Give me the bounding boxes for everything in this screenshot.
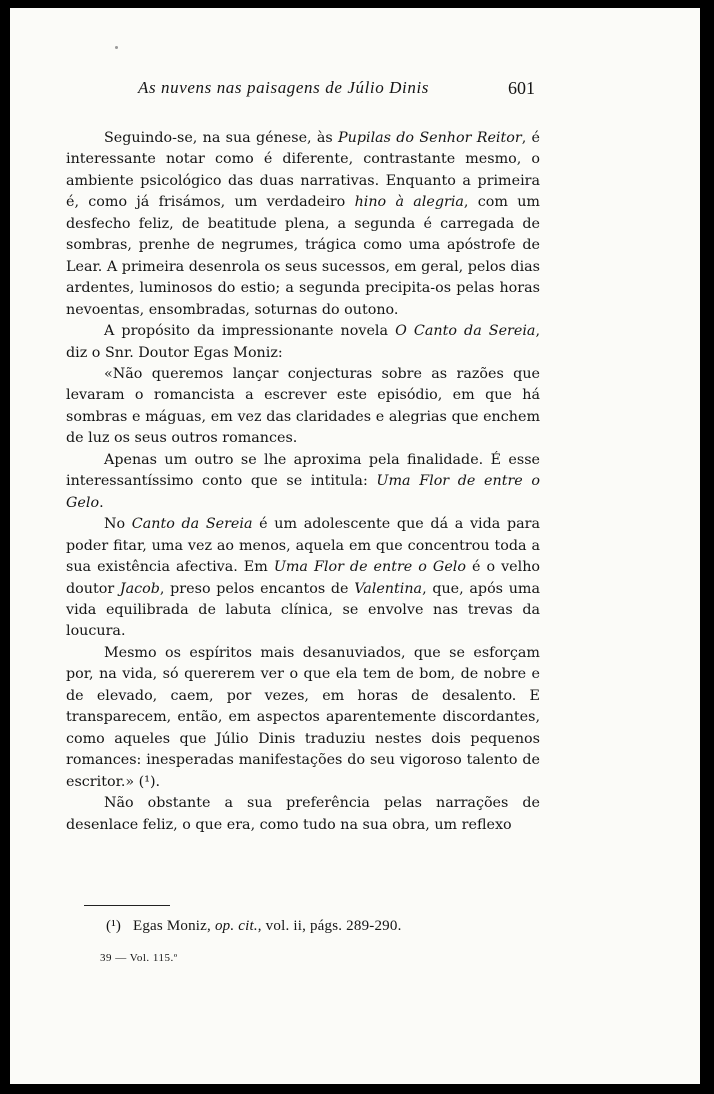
text-run: A propósito da impressionante novela bbox=[104, 323, 396, 340]
book-title: Uma Flor de entre o Gelo bbox=[66, 473, 541, 511]
footnote-rule bbox=[84, 905, 170, 906]
footnote-opcit: op. cit. bbox=[214, 918, 258, 934]
character-name: Jacob bbox=[119, 580, 160, 597]
text-run: , que, após uma vida equilibrada de labuta clínica, se envolve nas trevas da loucura. bbox=[66, 580, 541, 640]
paragraph-1 bbox=[66, 128, 540, 321]
character-name: Valentina bbox=[354, 580, 423, 597]
book-title: Canto da Sereia bbox=[131, 516, 253, 533]
printer-signature: 39 — Vol. 115.º bbox=[100, 952, 178, 964]
paragraph-3: «Não queremos lançar conjecturas sobre as razões que levaram o romancista a escrever este episódio, em que há sombras e máguas, em vez das claridades e alegrias que enchem de luz os seus outros romances. bbox=[66, 365, 540, 447]
footnote-author: Egas Moniz, bbox=[132, 918, 215, 934]
paragraph-5 bbox=[66, 514, 540, 643]
text-run: , é interessante notar como é diferente, contrastante mesmo, o ambiente psicológico das duas narrativas. Enquanto a primeira é, como já frisámos, um verdadeiro bbox=[66, 130, 540, 211]
book-title: Pupilas do Senhor Reitor bbox=[338, 130, 522, 146]
paragraph-4 bbox=[66, 450, 540, 514]
page-number: 601 bbox=[508, 78, 535, 98]
paragraph-6: Mesmo os espíritos mais desanuviados, que se esforçam por, na vida, só quererem ver o que ela tem de bom, de nobre e de elevado, caem, por vezes, em horas de desalento. E transparecem, então, em aspectos aparentemente discordantes, como aqueles que Júlio Dinis traduziu nestes dois pequenos romances: inesperadas manifestações do seu vigoroso talento de escritor.» (¹). bbox=[66, 644, 540, 790]
text-run: Apenas um outro se lhe aproxima pela finalidade. É esse interessantíssimo conto que se intitula: bbox=[66, 451, 540, 490]
text-run: é um adolescente que dá a vida para poder fitar, uma vez ao menos, aquela em que concentrou toda a sua existência afectiva. Em bbox=[66, 516, 540, 576]
text-run: , com um desfecho feliz, de beatitude plena, a segunda é carregada de sombras, prenhe de negrumes, trágica como uma apóstrofe de Lear. A primeira desenrola os seus sucessos, em geral, pelos dias ardentes, luminosos do estio; a segunda precipita-os pelas horas nevoentas, ensombradas, soturnas do outono. bbox=[66, 194, 541, 318]
text-run: , diz o Snr. Doutor Egas Moniz: bbox=[66, 323, 540, 361]
book-title: O Canto da Sereia bbox=[395, 323, 536, 340]
ink-speck bbox=[115, 46, 118, 49]
footnote-reference: , vol. ii, págs. 289-290. bbox=[257, 918, 402, 934]
text-run: é o velho doutor bbox=[66, 559, 541, 597]
emphasis: hino à alegria bbox=[354, 194, 464, 211]
text-run: Seguindo-se, na sua génese, às bbox=[104, 130, 339, 146]
running-title: As nuvens nas paisagens de Júlio Dinis bbox=[138, 78, 429, 97]
text-run: No bbox=[104, 516, 132, 533]
book-title: Uma Flor de entre o Gelo bbox=[273, 559, 466, 576]
text-run: , preso pelos encantos de bbox=[159, 580, 355, 597]
paragraph-2 bbox=[66, 321, 540, 364]
document-page bbox=[10, 8, 700, 1084]
paragraph-7: Não obstante a sua preferência pelas narrações de desenlace feliz, o que era, como tudo na sua obra, um reflexo bbox=[66, 795, 540, 833]
text-run: . bbox=[99, 494, 104, 511]
body-text bbox=[66, 128, 540, 836]
footnote bbox=[106, 918, 536, 935]
footnote-mark: (¹) bbox=[106, 918, 122, 934]
